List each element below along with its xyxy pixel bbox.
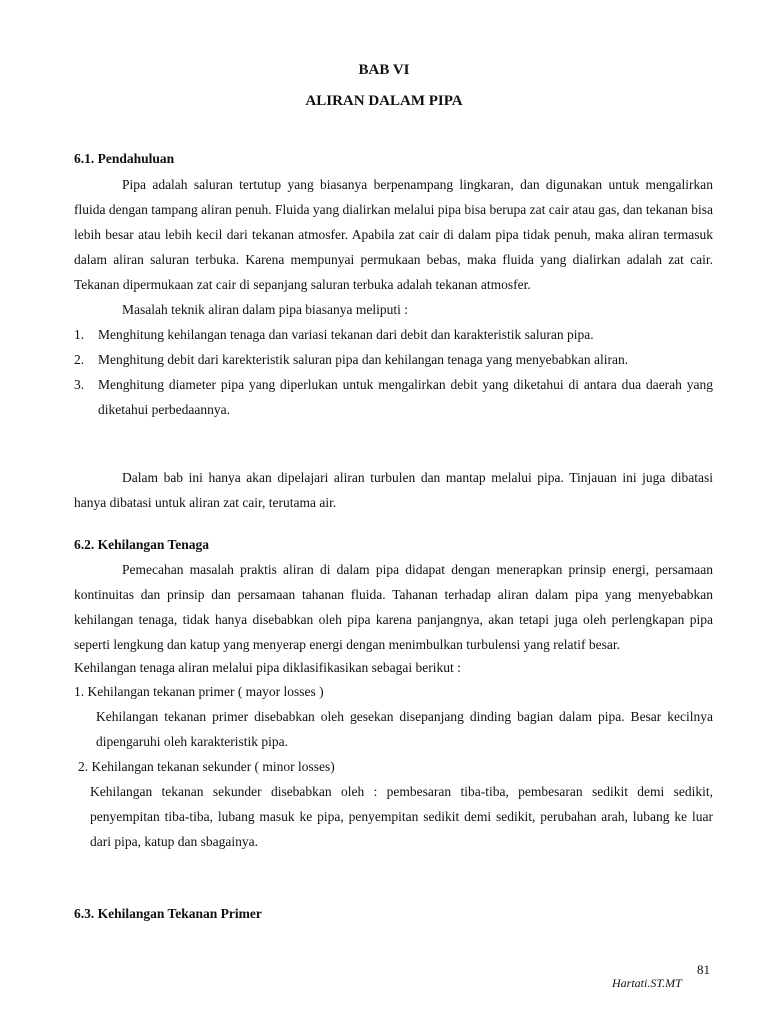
paragraph: Kehilangan tenaga aliran melalui pipa diklasifikasikan sebagai berikut : — [74, 660, 461, 675]
author-footer: Hartati.ST.MT — [612, 976, 682, 990]
list-number: 2. — [74, 352, 85, 367]
list-text-primary: Kehilangan tekanan primer disebabkan oleh gesekan disepanjang dinding bagian dalam pipa. Besar kecilnya dipengaruhi oleh karakteristik pipa. — [96, 709, 713, 749]
paragraph: Dalam bab ini hanya akan dipelajari aliran turbulen dan mantap melalui pipa. Tinjauan ini juga dibatasi hanya dibatasi untuk aliran zat cair, terutama air. — [74, 470, 713, 510]
section-closing-6-1 — [74, 465, 713, 515]
paragraph: Masalah teknik aliran dalam pipa biasanya meliputi : — [122, 302, 409, 317]
section-body-6-2 — [74, 557, 713, 854]
list-item — [74, 372, 713, 422]
list-text: Menghitung kehilangan tenaga dan variasi tekanan dari debit dan karakteristik saluran pipa. — [98, 327, 594, 342]
list-text: Menghitung debit dari karekteristik saluran pipa dan kehilangan tenaga yang menyebabkan aliran. — [98, 352, 629, 367]
list-item — [74, 322, 713, 347]
list-number: 3. — [74, 377, 85, 392]
section-body-6-1 — [74, 172, 713, 422]
section-heading-6-2: 6.2. Kehilangan Tenaga — [74, 537, 210, 552]
list-label-secondary: 2. Kehilangan tekanan sekunder ( minor losses) — [78, 759, 335, 774]
list-item — [74, 347, 713, 372]
list-text-secondary: Kehilangan tekanan sekunder disebabkan oleh : pembesaran tiba-tiba, pembesaran sedikit demi sedikit, penyempitan tiba-tiba, lubang masuk ke pipa, penyempitan sedikit demi sedikit, perubahan arah, lubang ke luar dari pipa, katup dan sbagainya. — [90, 784, 713, 849]
chapter-number: BAB VI — [358, 62, 410, 78]
list-number: 1. — [74, 327, 85, 342]
list-text: Menghitung diameter pipa yang diperlukan untuk mengalirkan debit yang diketahui di antara dua daerah yang diketahui perbedaannya. — [98, 377, 713, 417]
section-heading-6-1: 6.1. Pendahuluan — [74, 151, 175, 166]
page-number: 81 — [697, 962, 710, 977]
chapter-title: ALIRAN DALAM PIPA — [305, 93, 463, 109]
paragraph: Pemecahan masalah praktis aliran di dalam pipa didapat dengan menerapkan prinsip energi, persamaan kontinuitas dan prinsip dan persamaan tahanan fluida. Tahanan terhadap aliran dalam pipa yang menyebabkan kehilangan tenaga, tidak hanya disebabkan oleh pipa karena panjangnya, akan tetapi juga oleh perlengkapan pipa seperti lengkung dan katup yang menyerap energi dengan menimbulkan turbulensi yang relatif besar. — [74, 562, 713, 652]
section-heading-6-3: 6.3. Kehilangan Tekanan Primer — [74, 906, 262, 921]
list-label-primary: 1. Kehilangan tekanan primer ( mayor losses ) — [74, 684, 324, 699]
paragraph: Pipa adalah saluran tertutup yang biasanya berpenampang lingkaran, dan digunakan untuk mengalirkan fluida dengan tampang aliran penuh. Fluida yang dialirkan melalui pipa bisa berupa zat cair atau gas, dan tekanan bisa lebih besar atau lebih kecil dari tekanan atmosfer. Apabila zat cair di dalam pipa tidak penuh, maka aliran termasuk dalam aliran saluran terbuka. Karena mempunyai permukaan bebas, maka fluida yang dialirkan adalah zat cair. Tekanan dipermukaan zat cair di sepanjang saluran terbuka adalah tekanan atmosfer. — [74, 177, 713, 292]
